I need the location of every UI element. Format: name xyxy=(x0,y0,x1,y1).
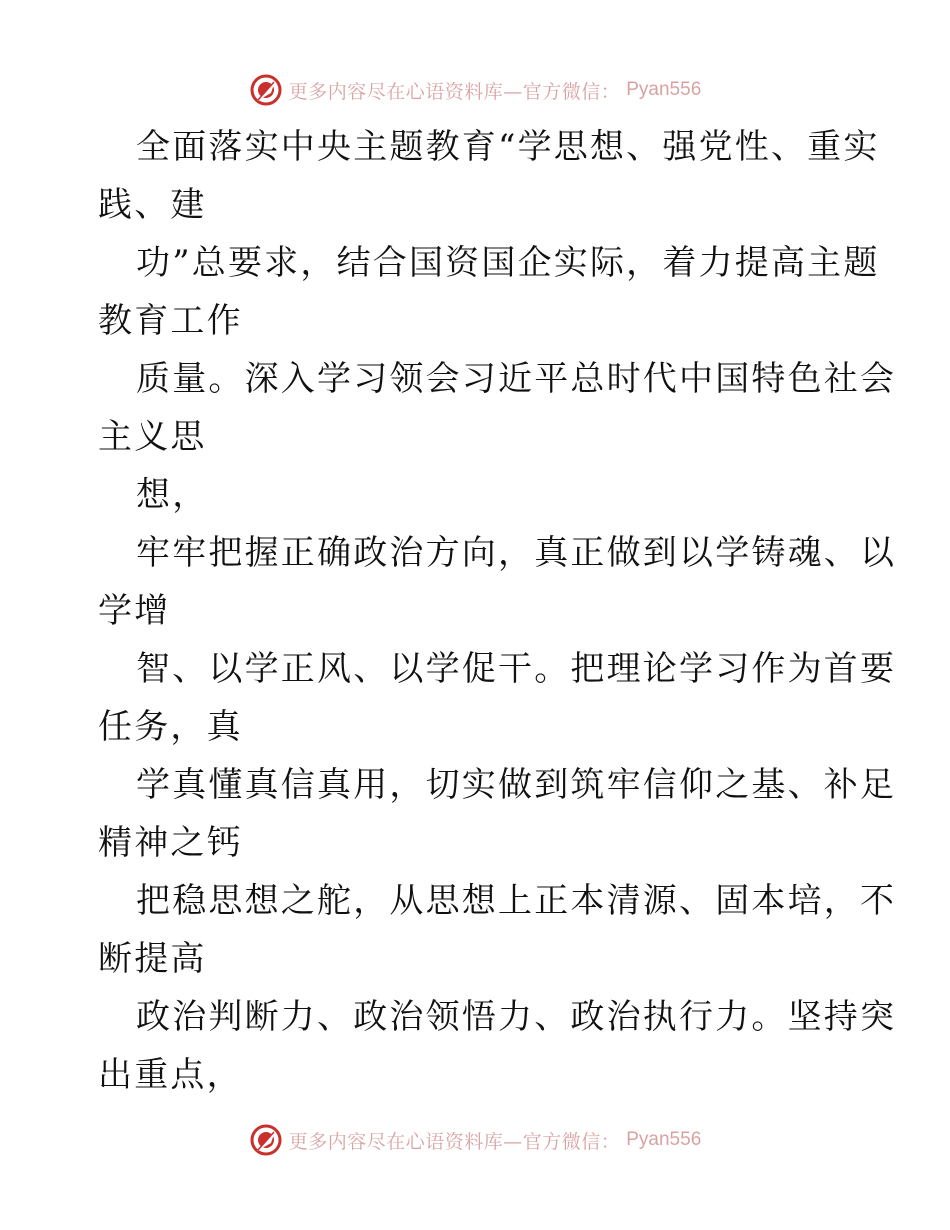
watermark-text: 更多内容尽在心语资料库—官方微信： xyxy=(288,1130,621,1153)
text-line: 断提高 xyxy=(98,939,207,979)
text-line: 政治判断力、政治领悟力、政治执行力。坚持突 xyxy=(136,997,897,1037)
watermark-text: 更多内容尽在心语资料库—官方微信： xyxy=(288,80,621,103)
text-line: 精神之钙 xyxy=(98,823,243,863)
text-line: 学真懂真信真用，切实做到筑牢信仰之基、补足 xyxy=(136,765,897,805)
text-line: 想， xyxy=(136,475,209,515)
quill-logo-icon xyxy=(249,1123,283,1157)
text-line: 把稳思想之舵，从思想上正本清源、固本培，不 xyxy=(136,881,897,921)
text-line: 牢牢把握正确政治方向，真正做到以学铸魂、以 xyxy=(136,533,897,573)
footer-watermark xyxy=(0,1120,950,1160)
quill-logo-icon xyxy=(249,73,283,107)
text-line: 践、建 xyxy=(98,185,207,225)
text-line: 任务，真 xyxy=(98,707,243,747)
text-line: 主义思 xyxy=(98,417,207,457)
text-line: 功”总要求，结合国资国企实际，着力提高主题 xyxy=(136,243,880,283)
watermark-wechat-id: Pyan556 xyxy=(626,79,702,100)
text-line: 出重点， xyxy=(98,1055,243,1095)
text-line: 全面落实中央主题教育“学思想、强党性、重实 xyxy=(136,127,880,167)
header-watermark xyxy=(0,70,950,110)
text-line: 质量。深入学习领会习近平总时代中国特色社会 xyxy=(136,359,897,399)
text-line: 智、以学正风、以学促干。把理论学习作为首要 xyxy=(136,649,897,689)
text-line: 学增 xyxy=(98,591,171,631)
text-line: 教育工作 xyxy=(98,301,243,341)
watermark-wechat-id: Pyan556 xyxy=(626,1129,702,1150)
